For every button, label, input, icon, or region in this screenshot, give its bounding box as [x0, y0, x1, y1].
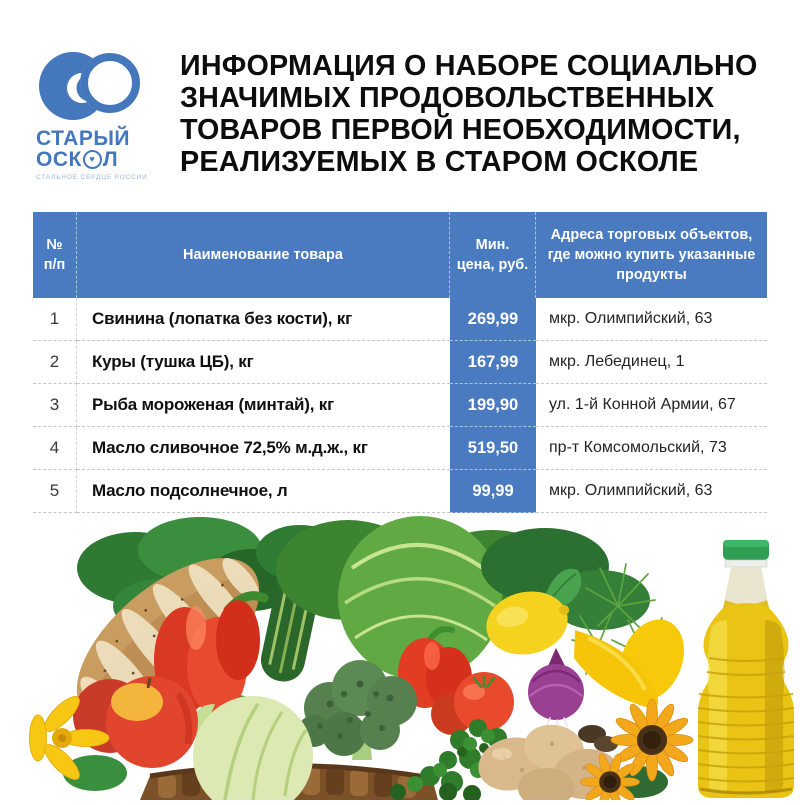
row-number: 1	[33, 298, 77, 341]
product-price: 199,90	[450, 384, 536, 427]
title-line-4: РЕАЛИЗУЕМЫХ В СТАРОМ ОСКОЛЕ	[180, 146, 699, 178]
table-header	[33, 212, 767, 298]
title-line-2: ЗНАЧИМЫХ ПРОДОВОЛЬСТВЕННЫХ	[180, 82, 715, 114]
store-address: мкр. Олимпийский, 63	[536, 470, 767, 513]
store-address: ул. 1-й Конной Армии, 67	[536, 384, 767, 427]
product-price: 519,50	[450, 427, 536, 470]
table-row	[33, 341, 767, 384]
product-name: Свинина (лопатка без кости), кг	[77, 298, 450, 341]
apples	[73, 676, 198, 768]
product-name: Куры (тушка ЦБ), кг	[77, 341, 450, 384]
table-row	[33, 384, 767, 427]
product-name: Масло подсолнечное, л	[77, 470, 450, 513]
logo-name	[36, 128, 166, 170]
header-num: № п/п	[33, 212, 77, 298]
table-row	[33, 427, 767, 470]
row-number: 2	[33, 341, 77, 384]
product-price: 167,99	[450, 341, 536, 384]
header-price: Мин. цена, руб.	[450, 212, 536, 298]
page-title	[180, 50, 784, 178]
logo-name-line1: СТАРЫЙ	[36, 127, 130, 150]
header-address: Адреса торговых объектов, где можно купить указанные продукты	[547, 227, 756, 283]
product-name: Масло сливочное 72,5% м.д.ж., кг	[77, 427, 450, 470]
logo-name-line2: ОСК ♥ Л	[36, 148, 119, 171]
food-photo	[0, 508, 800, 800]
table-row	[33, 298, 767, 341]
store-address: мкр. Лебединец, 1	[536, 341, 767, 384]
product-name: Рыба мороженая (минтай), кг	[77, 384, 450, 427]
store-address: мкр. Олимпийский, 63	[536, 298, 767, 341]
title-line-1: ИНФОРМАЦИЯ О НАБОРЕ СОЦИАЛЬНО	[180, 50, 758, 82]
iceberg-lettuce	[193, 696, 313, 800]
logo-tagline: СТАЛЬНОЕ СЕРДЦЕ РОССИИ	[36, 174, 148, 181]
logo	[36, 50, 166, 181]
table-row	[33, 470, 767, 513]
sunflower-oil-bottle	[698, 540, 794, 798]
logo-mark	[38, 50, 144, 124]
price-table	[33, 212, 767, 513]
row-number: 4	[33, 427, 77, 470]
heart-icon: ♥	[83, 150, 102, 169]
product-price: 99,99	[450, 470, 536, 513]
row-number: 3	[33, 384, 77, 427]
header-name: Наименование товара	[77, 212, 450, 298]
store-address: пр-т Комсомольский, 73	[536, 427, 767, 470]
title-line-3: ТОВАРОВ ПЕРВОЙ НЕОБХОДИМОСТИ,	[180, 114, 741, 146]
row-number: 5	[33, 470, 77, 513]
product-price: 269,99	[450, 298, 536, 341]
